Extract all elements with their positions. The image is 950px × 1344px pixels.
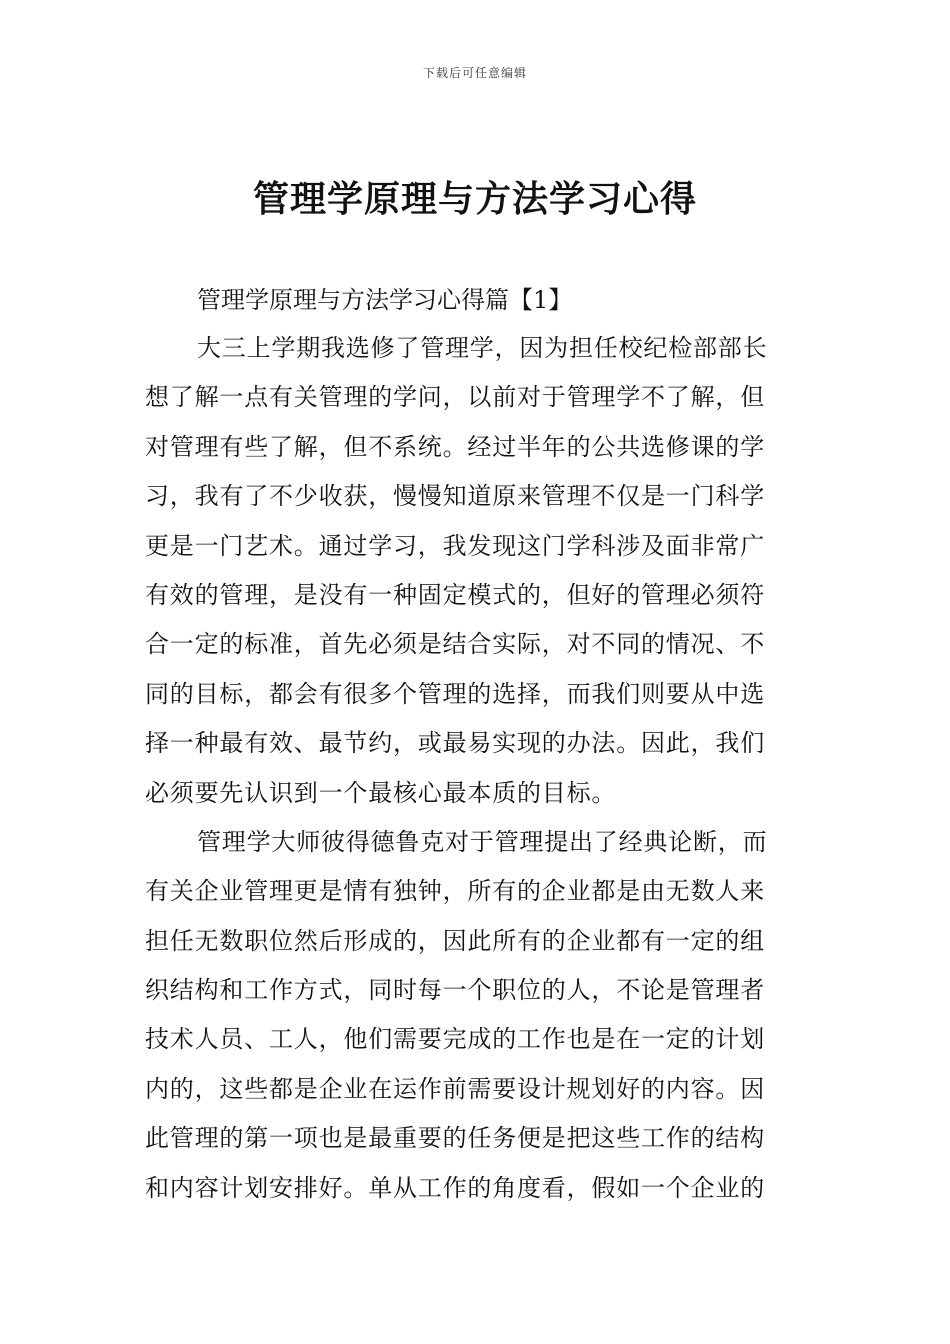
paragraph-line: 习，我有了不少收获，慢慢知道原来管理不仅是一门科学: [145, 482, 765, 511]
paragraph-line: 技术人员、工人，他们需要完成的工作也是在一定的计划: [145, 1025, 765, 1054]
page-header-note: 下载后可任意编辑: [422, 66, 527, 80]
paragraph-line: 和内容计划安排好。单从工作的角度看，假如一个企业的: [145, 1173, 765, 1202]
paragraph-line: 有效的管理，是没有一种固定模式的，但好的管理必须符: [145, 580, 765, 609]
paragraph-line: 管理学大师彼得德鲁克对于管理提出了经典论断，而: [197, 827, 768, 856]
paragraph-1: [145, 324, 809, 818]
paragraph-line: 更是一门艺术。通过学习，我发现这门学科涉及面非常广: [145, 531, 765, 560]
section-heading: 管理学原理与方法学习心得篇【1】: [197, 286, 573, 314]
document-body: [145, 276, 809, 1213]
paragraph-line: 想了解一点有关管理的学问，以前对于管理学不了解，但: [145, 383, 765, 412]
paragraph-line: 内的，这些都是企业在运作前需要设计规划好的内容。因: [145, 1074, 765, 1103]
paragraph-line: 担任无数职位然后形成的，因此所有的企业都有一定的组: [145, 926, 765, 955]
paragraph-line: 织结构和工作方式，同时每一个职位的人，不论是管理者: [145, 976, 765, 1005]
paragraph-line: 有关企业管理更是情有独钟，所有的企业都是由无数人来: [145, 877, 765, 906]
paragraph-2: [145, 818, 809, 1213]
paragraph-line: 合一定的标准，首先必须是结合实际，对不同的情况、不: [145, 630, 765, 659]
paragraph-line: 同的目标，都会有很多个管理的选择，而我们则要从中选: [145, 679, 765, 708]
paragraph-line: 此管理的第一项也是最重要的任务便是把这些工作的结构: [145, 1124, 765, 1153]
paragraph-line: 必须要先认识到一个最核心最本质的目标。: [145, 778, 617, 807]
paragraph-line: 择一种最有效、最节约，或最易实现的办法。因此，我们: [145, 729, 765, 758]
document-title: 管理学原理与方法学习心得: [252, 179, 697, 220]
paragraph-line: 对管理有些了解，但不系统。经过半年的公共选修课的学: [145, 432, 765, 461]
paragraph-line: 大三上学期我选修了管理学，因为担任校纪检部部长: [197, 334, 768, 362]
